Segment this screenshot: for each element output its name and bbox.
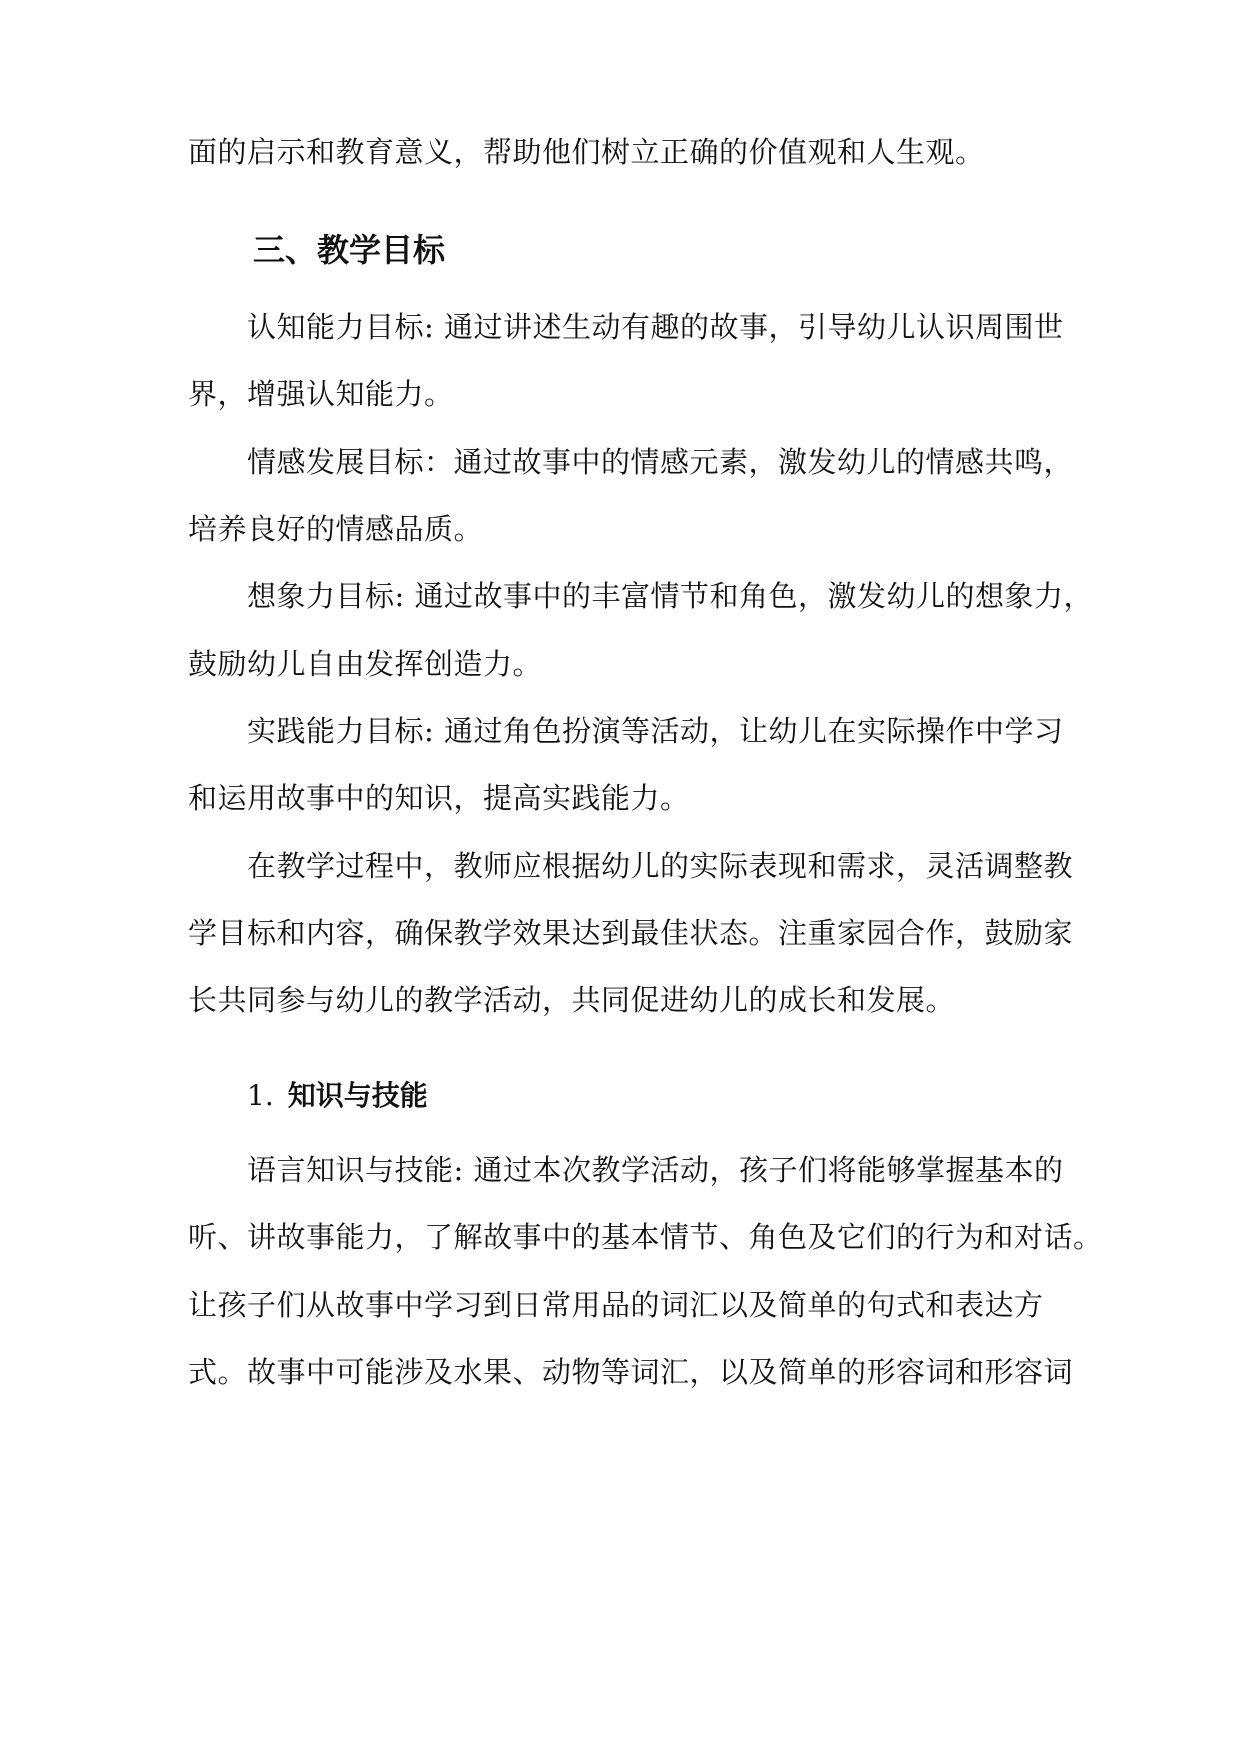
paragraph-language-line-3: 让孩子们从故事中学习到日常用品的词汇以及简单的句式和表达方 [188,1288,1044,1322]
paragraph-process-line-2: 学目标和内容，确保教学效果达到最佳状态。注重家园合作，鼓励家 [188,916,1074,950]
paragraph-cognitive-line-1: 认知能力目标: 通过讲述生动有趣的故事，引导幼儿认识周围世 [247,310,1064,344]
subsection-title: 知识与技能 [287,1079,428,1112]
paragraph-process-line-1: 在教学过程中，教师应根据幼儿的实际表现和需求，灵活调整教 [247,849,1074,883]
paragraph-practice-line-1: 实践能力目标: 通过角色扮演等活动，让幼儿在实际操作中学习 [247,714,1064,748]
paragraph-language-line-2: 听、讲故事能力，了解故事中的基本情节、角色及它们的行为和对话。 [188,1220,1103,1254]
paragraph-imagination-line-2: 鼓励幼儿自由发挥创造力。 [188,647,543,681]
paragraph-cognitive-line-2: 界，增强认知能力。 [188,377,454,411]
paragraph-imagination-line-1: 想象力目标: 通过故事中的丰富情节和角色，激发幼儿的想象力， [247,579,1093,613]
paragraph-process-line-3: 长共同参与幼儿的教学活动，共同促进幼儿的成长和发展。 [188,983,956,1017]
paragraph-emotion-line-2: 培养良好的情感品质。 [188,512,484,546]
subsection-number: 1. [247,1079,274,1112]
intro-paragraph-tail: 面的启示和教育意义，帮助他们树立正确的价值观和人生观。 [188,135,985,169]
paragraph-emotion-line-1: 情感发展目标：通过故事中的情感元素，激发幼儿的情感共鸣， [247,445,1074,479]
subsection-heading-knowledge-skills [247,1076,428,1116]
paragraph-language-line-1: 语言知识与技能: 通过本次教学活动，孩子们将能够掌握基本的 [247,1153,1064,1187]
section-heading-teaching-goals: 三、教学目标 [253,231,446,269]
paragraph-practice-line-2: 和运用故事中的知识，提高实践能力。 [188,781,690,815]
paragraph-language-line-4: 式。故事中可能涉及水果、动物等词汇，以及简单的形容词和形容词 [188,1355,1074,1389]
